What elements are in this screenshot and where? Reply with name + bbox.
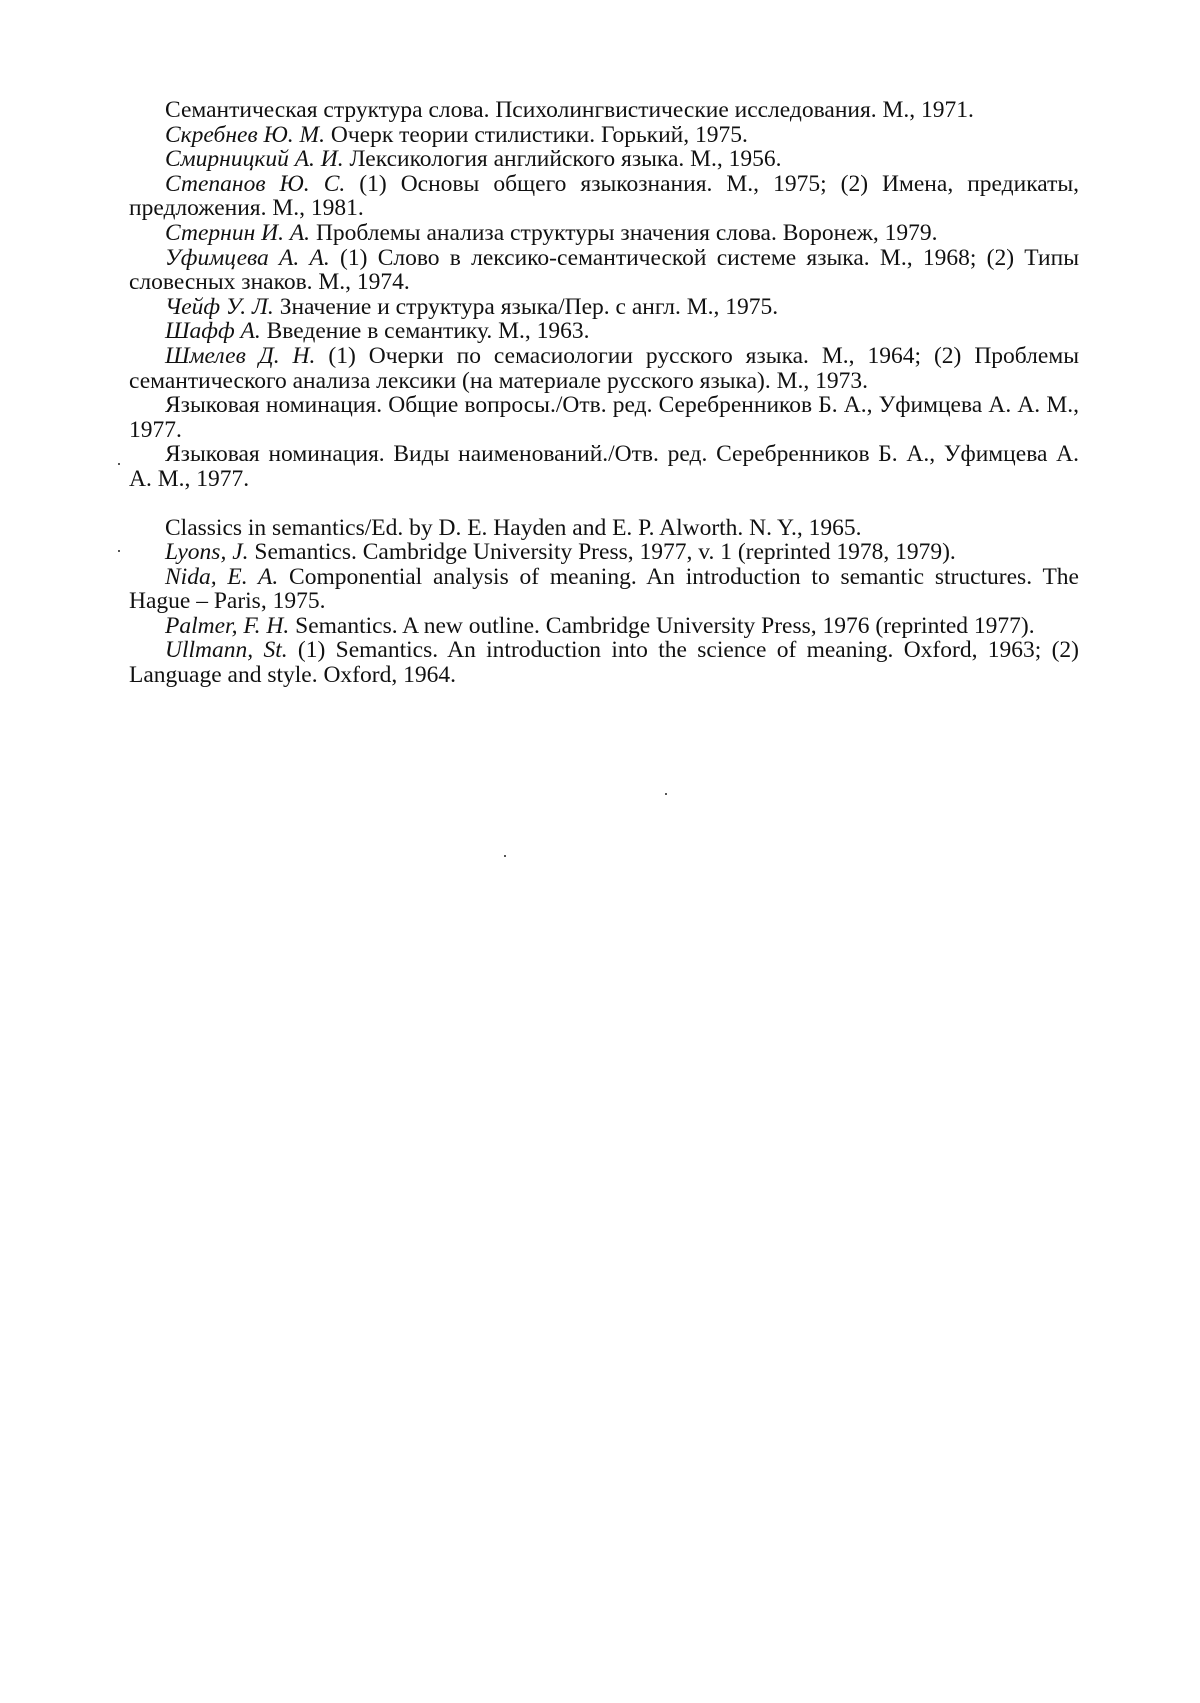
reference-entry xyxy=(129,442,1079,491)
russian-references xyxy=(129,98,1079,492)
section-gap xyxy=(129,492,1079,516)
reference-entry xyxy=(129,516,1079,541)
reference-text: Языковая номинация. Общие вопросы./Отв. ред. Серебренников Б. А., Уфимцева А. А. М., 1977. xyxy=(129,392,1079,443)
reference-entry xyxy=(129,565,1079,614)
reference-text: (1) Слово в лексико-семантической системе языка. М., 1968; (2) Типы словесных знаков. М., 1974. xyxy=(129,244,1079,296)
reference-author: Ullmann, St. xyxy=(165,637,288,664)
scan-speck xyxy=(118,463,120,465)
reference-author: Стернин И. А. xyxy=(165,219,311,246)
reference-text: Семантическая структура слова. Психолингвистические исследования. М., 1971. xyxy=(165,97,974,123)
reference-author: Palmer, F. H. xyxy=(165,612,290,639)
reference-text: Semantics. A new outline. Cambridge University Press, 1976 (reprinted 1977). xyxy=(295,612,1035,639)
reference-author: Чейф У. Л. xyxy=(165,293,274,320)
reference-entry xyxy=(129,393,1079,442)
reference-entry xyxy=(129,295,1079,320)
reference-text: (1) Основы общего языкознания. М., 1975; (2) Имена, предикаты, предложения. М., 1981. xyxy=(129,170,1080,222)
reference-entry xyxy=(129,221,1079,246)
reference-author: Nida, E. A. xyxy=(165,563,279,590)
reference-author: Уфимцева А. А. xyxy=(165,244,330,271)
reference-author: Шмелев Д. Н. xyxy=(165,342,316,369)
reference-entry xyxy=(129,98,1079,123)
reference-text: (1) Очерки по семасиологии русского языка. М., 1964; (2) Проблемы семантического анализа лексики (на материале русского языка). М., 1973. xyxy=(129,342,1079,394)
reference-entry xyxy=(129,147,1079,172)
scan-speck xyxy=(118,550,120,552)
reference-text: Языковая номинация. Виды наименований./Отв. ред. Серебренников Б. А., Уфимцева А. А. М., 1977. xyxy=(129,441,1079,492)
reference-text: Очерк теории стилистики. Горький, 1975. xyxy=(330,121,748,148)
reference-entry xyxy=(129,540,1079,565)
english-references xyxy=(129,516,1079,688)
scan-speck xyxy=(665,793,667,795)
reference-text: Проблемы анализа структуры значения слова. Воронеж, 1979. xyxy=(315,219,938,246)
reference-author: Шафф А. xyxy=(165,318,261,345)
reference-author: Скребнев Ю. М. xyxy=(165,121,325,148)
reference-entry xyxy=(129,614,1079,639)
reference-text: Введение в семантику. М., 1963. xyxy=(266,318,590,345)
reference-entry xyxy=(129,172,1079,221)
reference-entry xyxy=(129,319,1079,344)
reference-author: Lyons, J. xyxy=(165,539,249,566)
reference-text: Classics in semantics/Ed. by D. E. Hayden and E. P. Alworth. N. Y., 1965. xyxy=(165,514,862,541)
reference-text: (1) Semantics. An introduction into the science of meaning. Oxford, 1963; (2) Language and style. Oxford, 1964. xyxy=(129,637,1079,689)
reference-text: Лексикология английского языка. М., 1956. xyxy=(349,146,782,173)
scan-speck xyxy=(504,855,506,857)
reference-entry xyxy=(129,344,1079,393)
reference-author: Смирницкий А. И. xyxy=(165,146,344,173)
reference-text: Значение и структура языка/Пер. с англ. М., 1975. xyxy=(279,293,779,320)
reference-author: Степанов Ю. С. xyxy=(165,170,346,197)
reference-text: Semantics. Cambridge University Press, 1977, v. 1 (reprinted 1978, 1979). xyxy=(254,539,956,566)
reference-text: Componential analysis of meaning. An introduction to semantic structures. The Hague – Paris, 1975. xyxy=(129,563,1079,615)
reference-entry xyxy=(129,123,1079,148)
reference-entry xyxy=(129,638,1079,687)
reference-entry xyxy=(129,246,1079,295)
bibliography xyxy=(129,98,1079,688)
